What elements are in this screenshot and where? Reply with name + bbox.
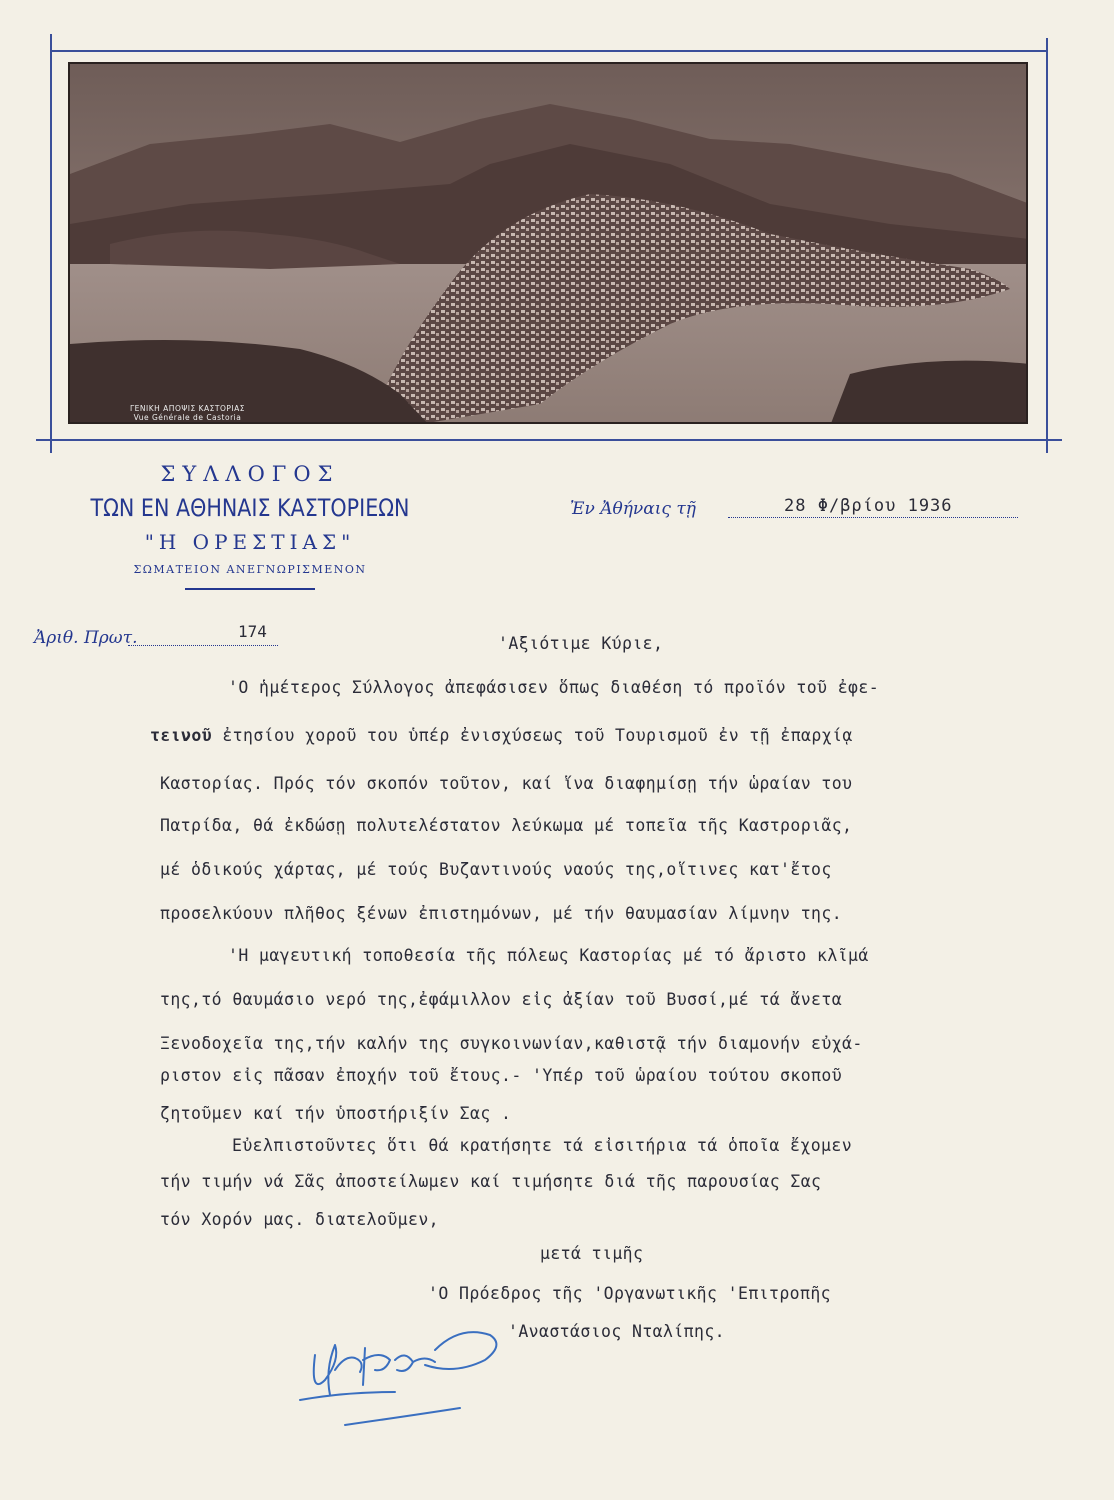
letter-line: τήν τιμήν νά Σᾶς ἀποστείλωμεν καί τιμήσητε διά τῆς παρουσίας Σας	[160, 1172, 822, 1191]
society-title: ΣΥΛΛΟΓΟΣ	[160, 462, 340, 486]
signer-title: 'Ο Πρόεδρος τῆς 'Οργανωτικῆς 'Επιτροπῆς	[428, 1284, 832, 1303]
corner-tick-br	[1046, 439, 1048, 453]
corner-tick-bl	[50, 439, 52, 453]
protocol-label: Ἀριθ. Πρωτ.	[34, 628, 138, 648]
photo-caption	[130, 404, 245, 422]
photo-caption-french: Vue Générale de Castoria	[133, 413, 242, 422]
right-frame-line	[1046, 50, 1048, 441]
bottom-frame-line	[36, 439, 1062, 441]
date-dotted-line	[728, 517, 1018, 518]
letter-line: 'Η μαγευτική τοποθεσία τῆς πόλεως Καστορίας μέ τό ἄριστο κλῖμά	[228, 946, 869, 965]
signer-name: 'Αναστάσιος Νταλίπης.	[508, 1322, 726, 1341]
date-value: 28 Φ/βρίου 1936	[784, 496, 953, 516]
letter-line: Εὐελπιστοῦντες ὅτι θά κρατήσητε τά εἰσιτήρια τά ὁποῖα ἔχομεν	[232, 1136, 853, 1155]
handwritten-signature	[285, 1300, 525, 1444]
letter-line: τεινοῦ ἐτησίου χοροῦ του ὑπέρ ἐνισχύσεως τοῦ Τουρισμοῦ ἐν τῇ ἐπαρχίᾳ	[150, 726, 853, 745]
date-label: Ἐν Ἀθήναις τῇ	[570, 499, 696, 519]
letter-line: 'Ο ἡμέτερος Σύλλογος ἀπεφάσισεν ὅπως διαθέση τό προϊόν τοῦ ἐφε-	[228, 678, 880, 697]
letter-line: Πατρίδα, θά ἐκδώσῃ πολυτελέστατον λεύκωμα μέ τοπεῖα τῆς Καστροριᾶς,	[160, 816, 853, 835]
letter-line: μέ ὁδικούς χάρτας, μέ τούς Βυζαντινούς ναούς της,οἵτινες κατ'ἔτος	[160, 860, 832, 879]
letter-line: Καστορίας. Πρός τόν σκοπόν τοῦτον, καί ἵνα διαφημίσῃ τήν ὡραίαν του	[160, 774, 853, 793]
letter-line: τόν Χορόν μας. διατελοῦμεν,	[160, 1210, 440, 1229]
corner-tick-tl	[50, 34, 52, 52]
protocol-value: 174	[238, 622, 267, 641]
left-frame-line	[50, 50, 52, 441]
ornament-rule	[185, 588, 315, 590]
society-subtitle: ΤΩΝ ΕΝ ΑΘΗΝΑΙΣ ΚΑΣΤΟΡΙΕΩΝ	[90, 494, 410, 522]
overtyped-word: τεινοῦ	[150, 726, 213, 745]
letter-line: της,τό θαυμάσιο νερό της,ἐφάμιλλον εἰς ἀξίαν τοῦ Βυσσί,μέ τά ἄνετα	[160, 990, 843, 1009]
society-name: "Η ΟΡΕΣΤΙΑΣ"	[144, 530, 356, 554]
top-frame-line	[50, 50, 1048, 52]
closing: μετά τιμῆς	[540, 1244, 644, 1263]
letter-line: ζητοῦμεν καί τήν ὑποστήριξίν Σας .	[160, 1104, 512, 1123]
kastoria-panorama-photo	[68, 62, 1028, 424]
salutation: 'Αξιότιμε Κύριε,	[498, 634, 664, 653]
letter-line: Ξενοδοχεῖα της,τήν καλήν της συγκοινωνίαν,καθιστᾷ τήν διαμονήν εὐχά-	[160, 1034, 863, 1053]
society-status: ΣΩΜΑΤΕΙΟΝ ΑΝΕΓΝΩΡΙΣΜΕΝΟΝ	[133, 563, 367, 576]
letter-line: προσελκύουν πλῆθος ξένων ἐπιστημόνων, μέ τήν θαυμασίαν λίμνην της.	[160, 904, 843, 923]
photo-caption-greek: ΓΕΝΙΚΗ ΑΠΟΨΙΣ ΚΑΣΤΟΡΙΑΣ	[130, 404, 245, 413]
protocol-dotted-line	[128, 645, 278, 646]
letter-line: ριστον εἰς πᾶσαν ἐποχήν τοῦ ἔτους.- 'Υπέρ τοῦ ὡραίου τούτου σκοποῦ	[160, 1066, 843, 1085]
corner-tick-tr	[1046, 38, 1048, 52]
